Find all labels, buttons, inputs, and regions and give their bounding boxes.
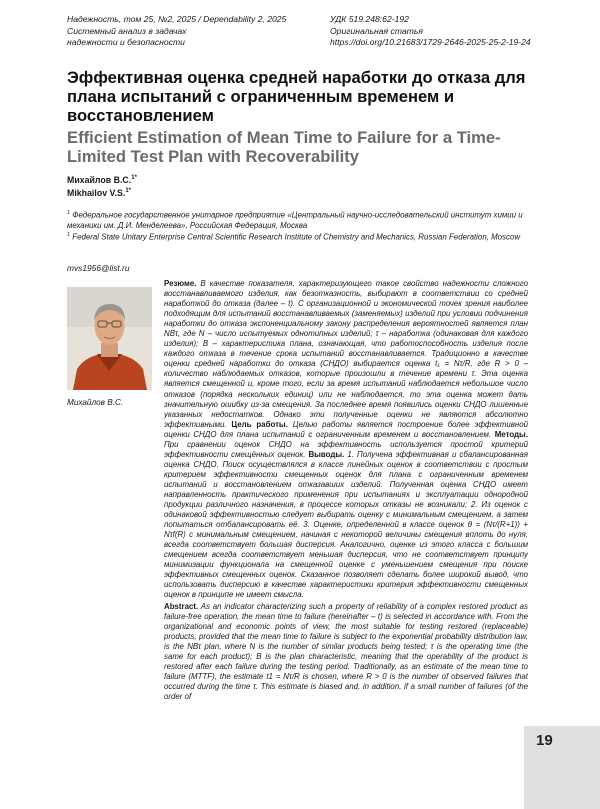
abstract-en: Abstract. As an indicator characterizing such a property of reliability of a complex restored product as failure-free operation, the mean time to failure (hereinafter – t) is selected in accordance with. From the organizational and economic points of view, the most suitable for testing restored (replaceable) products, provided that the mean time to failure is subject to the exponential probability distribution law, is the NBτ plan, where N is the number of similar products being tested; τ is the operating time (the same for each product); B is the plan characteristic, meaning that the operability of the product is restored after each failure during the testing period. Traditionally, as an estimate of the mean time to failure (MTTF), the estimate t1 = Nτ/R is chosen, where R > 0 is the number of observed failures that occurred during the time τ. This estimate is biased and, in addition, if a small number of failures (of the order of [164, 601, 528, 701]
photo-caption: Михайлов В.С. [67, 398, 124, 407]
page-number-tab [524, 726, 600, 809]
author-portrait-image [67, 287, 152, 390]
title-english: Efficient Estimation of Mean Time to Failure for a Time-Limited Test Plan with Recoverability [67, 128, 501, 166]
article-type: Оригинальная статья [330, 25, 423, 36]
journal-header [67, 14, 327, 49]
doi-link[interactable]: https://doi.org/10.21683/1729-2646-2025-25-2-19-24 [330, 37, 531, 47]
author-email[interactable]: mvs1956@list.ru [67, 263, 130, 273]
author-photo [67, 287, 152, 390]
author-ru: Михайлов В.С.$^{1*}$ [67, 174, 137, 185]
journal-issue: Надежность, том 25, №2, 2025 / Dependability 2, 2025 [67, 14, 287, 24]
abstract [164, 279, 528, 745]
affiliation-ru: $^1$ Федеральное государственное унитарное предприятие «Центральный научно-исследовательский институт химии и механики им. Д.И. Менделеева», Российская Федерация, Москва [67, 210, 523, 231]
affiliation-en: $^1$ Federal State Unitary Enterprise Central Scientific Research Institute of Chemistry and Mechanics, Russian Federation, Moscow [67, 232, 521, 242]
title-russian: Эффективная оценка средней наработки до отказа для плана испытаний с ограниченным временем и восстановлением [67, 68, 526, 125]
authors [67, 173, 137, 199]
abstract-ru: Резюме. В качестве показателя, характеризующего такое свойство надежности сложного восстанавливаемого изделия, как безотказность, выбирают в соответствии со средней наработкой до отказа (далее – t). С организационной и экономической точек зрения наиболее подходящим для испытаний восстанавливаемых (заменяемых) изделий при условии подчинения наработки до отказа экспоненциальному закону распределения вероятностей является план NBτ, где N – число испытуемых однотипных изделий; τ – наработка (одинаковая для каждого изделия); B – характеристика плана, означающая, что работоспособность изделия после каждого отказа в течение срока испытаний восстанавливается. Традиционно в качестве оценки средней наработки до отказа (СНДО) выбирается оценка t₁ = Nτ/R, где R > 0 – количество наблюдаемых отказов, которые произошли в течение времени τ. Эта оценка является смещенной и, кроме того, если за время испытаний наблюдается небольшое число отказов (порядка нескольких единиц) или не наблюдается, то эта оценка может дать значительную ошибку из-за смещения. За последнее время появились оценки СНДО лишенные указанных недостатков. Однако эти полученные оценки не являются абсолютно эффективными. Цель работы. Целью работы является построение более эффективной оценки СНДО для плана испытаний с ограниченным временем и восстановлением. Методы. При сравнении оценок СНДО на эффективность используется простой критерий эффективности смещённых оценок. Выводы. 1. Получена эффективная и сбалансированная оценка СНДО. Поиск осуществлялся в классе линейных оценок в соответствии с простым критерием эффективности смещенных оценок для плана с ограниченным временем испытаний и восстановлением отказавших изделий. Полученная оценка СНДО имеет направленность практического применения при испытаниях и эксплуатации однородной продукции различного назначения, в процессе которых отказы не возникали; 2. Из оценок с одинаковой эффективностью следует выбирать оценку с минимальным смещением, а затем попытаться отбалансировать её. 3. Оценке, определенной в классе оценок θ = (Nτ/(R+1)) + Nτf(R) с минимальным смещением, начиная с некоторой величины смещения вплоть до нуля, всегда соответствует большая дисперсия. Аналогично, оценке из этого класса с большим смещением всегда соответствует меньшая дисперсия, что не соответствует принципу минимизации функционала на смещенной оценке с уменьшением смещения при поиске эффективных смещенных оценок. Сказанное позволяет сделать более широкий вывод, что использовать дисперсию в качестве характеристики критерия эффективности смещенных оценок в принципе не имеет смысла. [164, 279, 528, 600]
udc-code: УДК 519.248:62-192 [330, 14, 409, 24]
author-en: Mikhailov V.S.$^{1*}$ [67, 187, 132, 198]
article-meta [330, 14, 570, 49]
section-name-line2: надежности и безопасности [67, 37, 185, 47]
page-number: 19 [536, 732, 553, 749]
section-name-line1: Системный анализ в задачах [67, 25, 187, 36]
